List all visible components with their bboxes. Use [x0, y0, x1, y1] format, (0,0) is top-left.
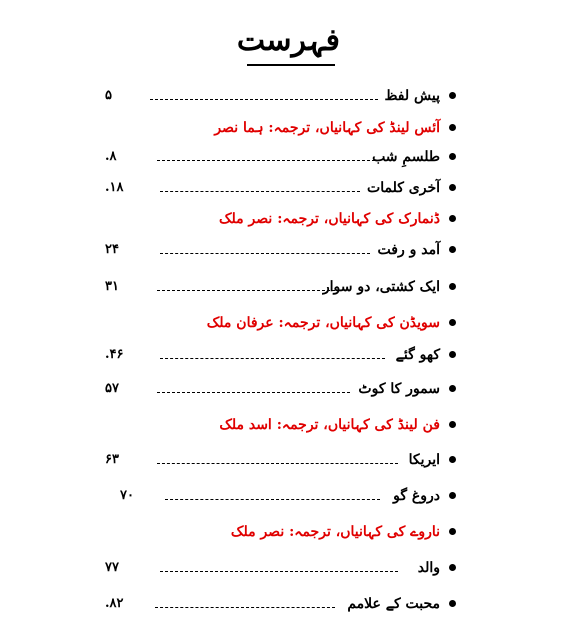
bullet-icon	[449, 351, 456, 358]
dotted-leader	[160, 571, 398, 572]
entry-title: کھو گئے	[395, 347, 440, 363]
page-number: ۷۷	[105, 560, 119, 575]
bullet-icon	[449, 184, 456, 191]
toc-section-header[interactable]	[95, 415, 460, 435]
bullet-icon	[449, 564, 456, 571]
toc-section-header[interactable]	[95, 522, 460, 542]
bullet-icon	[449, 492, 456, 499]
section-title: آئس لینڈ کی کہانیاں، ترجمہ: ہما نصر	[214, 120, 440, 136]
entry-title: والد	[417, 560, 440, 576]
page-number: ۵	[105, 88, 112, 103]
bullet-icon	[449, 319, 456, 326]
entry-title: طلسمِ شب	[372, 149, 440, 165]
bullet-icon	[449, 215, 456, 222]
entry-title: محبت کے علامم	[347, 596, 440, 612]
toc-entry[interactable]	[95, 178, 460, 198]
section-title: ڈنمارک کی کہانیاں، ترجمہ: نصر ملک	[219, 211, 440, 227]
toc-entry[interactable]	[95, 379, 460, 399]
entry-title: آخری کلمات	[367, 180, 440, 196]
toc-entry[interactable]	[95, 147, 460, 167]
toc-section-header[interactable]	[95, 118, 460, 138]
bullet-icon	[449, 283, 456, 290]
toc-entry[interactable]	[95, 240, 460, 260]
bullet-icon	[449, 528, 456, 535]
dotted-leader	[160, 191, 360, 192]
bullet-icon	[449, 600, 456, 607]
toc-entry[interactable]	[95, 558, 460, 578]
dotted-leader	[155, 607, 335, 608]
dotted-leader	[160, 358, 385, 359]
entry-title: آمد و رفت	[377, 242, 440, 258]
bullet-icon	[449, 92, 456, 99]
bullet-icon	[449, 246, 456, 253]
bullet-icon	[449, 456, 456, 463]
toc-entry[interactable]	[95, 345, 460, 365]
page-number: ۶۳	[105, 452, 119, 467]
section-title: سویڈن کی کہانیاں، ترجمہ: عرفان ملک	[206, 315, 440, 331]
section-title: ناروے کی کہانیاں، ترجمہ: نصر ملک	[230, 524, 440, 540]
bullet-icon	[449, 385, 456, 392]
page-number: ۱۸.	[105, 180, 124, 195]
entry-title: سمور کا کوٹ	[358, 381, 440, 397]
page-number: ۵۷	[105, 381, 119, 396]
toc-entry[interactable]	[95, 594, 460, 614]
toc-section-header[interactable]	[95, 209, 460, 229]
page-number: ۳۱	[105, 279, 119, 294]
dotted-leader	[160, 253, 370, 254]
entry-title: دروغ گو	[393, 488, 440, 504]
entry-title: پیش لفظ	[384, 88, 440, 104]
dotted-leader	[157, 392, 350, 393]
section-title: فن لینڈ کی کہانیاں، ترجمہ: اسد ملک	[219, 417, 440, 433]
toc-entry[interactable]	[95, 450, 460, 470]
entry-title: ایک کشتی، دو سوار	[322, 279, 440, 295]
dotted-leader	[157, 160, 380, 161]
dotted-leader	[157, 290, 340, 291]
dotted-leader	[165, 499, 380, 500]
toc-section-header[interactable]	[95, 313, 460, 333]
bullet-icon	[449, 124, 456, 131]
title-underline	[247, 64, 335, 66]
toc-entry[interactable]	[95, 277, 460, 297]
toc-entry[interactable]	[95, 486, 460, 506]
page-number: ۸۲.	[105, 596, 124, 611]
entry-title: ایریکا	[408, 452, 440, 468]
bullet-icon	[449, 421, 456, 428]
page-number: ۷۰	[120, 488, 134, 503]
page-number: ۲۴	[105, 242, 119, 257]
dotted-leader	[150, 99, 378, 100]
page-number: ۸.	[105, 149, 117, 164]
page-title: فہرست	[236, 23, 340, 58]
page-number: ۴۶.	[105, 347, 124, 362]
dotted-leader	[157, 463, 398, 464]
toc-entry[interactable]	[95, 86, 460, 106]
bullet-icon	[449, 153, 456, 160]
